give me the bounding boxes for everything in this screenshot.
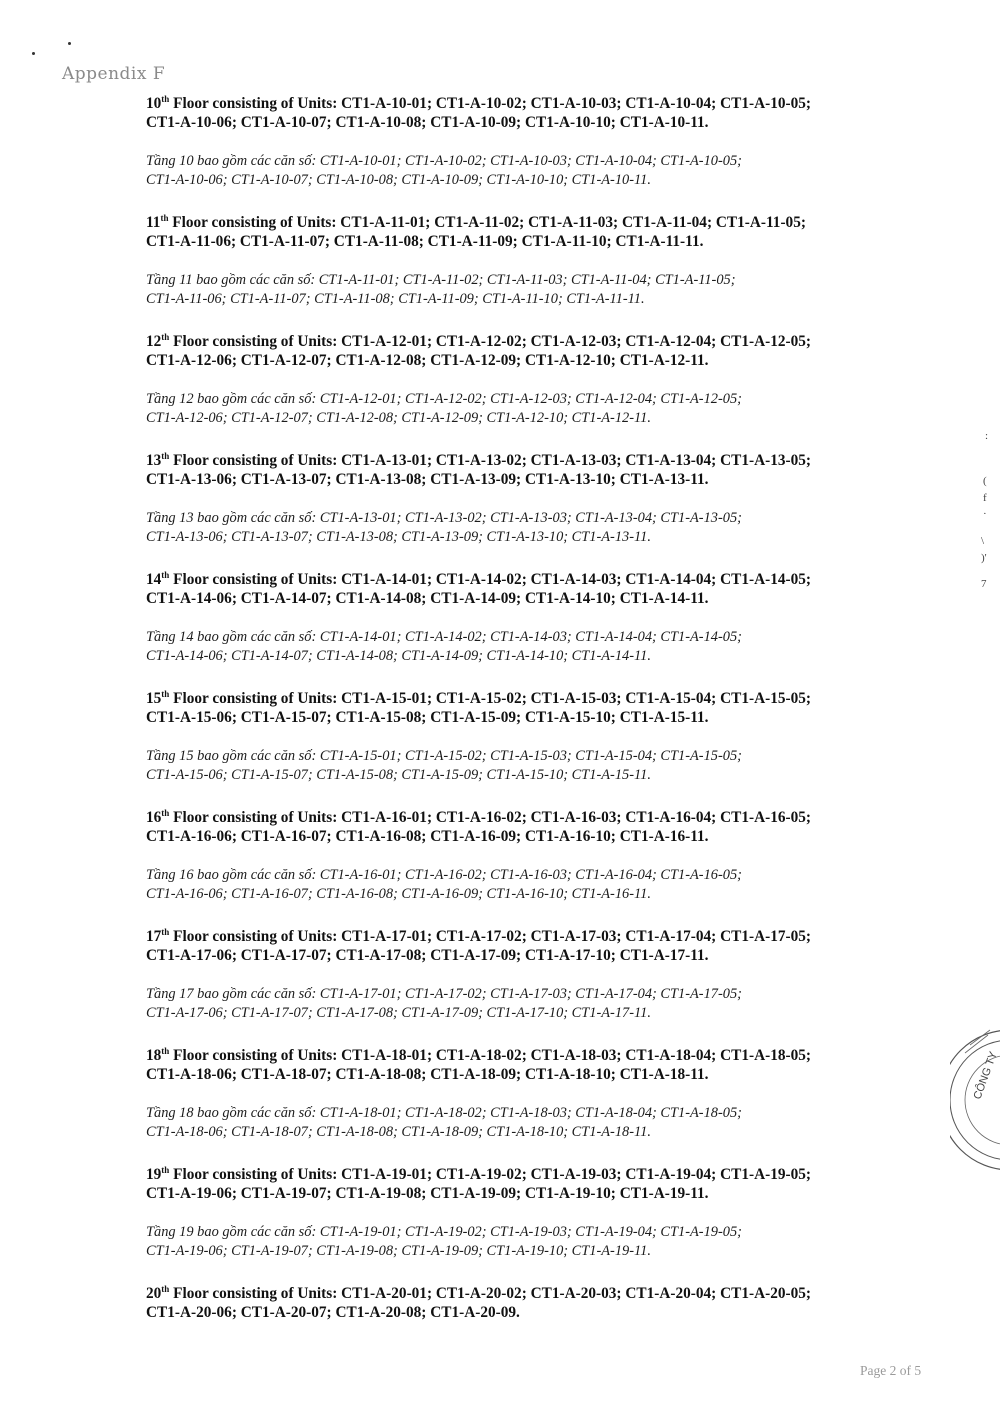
floor-label: Floor consisting of Units: [169,1047,338,1064]
block-spacer [146,666,886,689]
scan-speck [68,42,71,45]
block-spacer [146,547,886,570]
block-spacer [146,904,886,927]
floor-units-english [146,570,886,608]
vi-line-2: CT1-A-17-06; CT1-A-17-07; CT1-A-17-08; CT1-A-17-09; CT1-A-17-10; CT1-A-17-11. [146,1005,651,1021]
floor-number: 12 [146,333,162,350]
units-line-1: CT1-A-19-01; CT1-A-19-02; CT1-A-19-03; CT1-A-19-04; CT1-A-19-05; [337,1166,812,1183]
ordinal-suffix: th [161,570,170,580]
vi-line-1: Tầng 11 bao gồm các căn số: CT1-A-11-01; CT1-A-11-02; CT1-A-11-03; CT1-A-11-04; CT1-A-11-05; [146,272,736,288]
floor-number: 18 [146,1047,162,1064]
floor-label: Floor consisting of Units: [169,809,338,826]
units-line-1: CT1-A-18-01; CT1-A-18-02; CT1-A-18-03; CT1-A-18-04; CT1-A-18-05; [337,1047,812,1064]
floor-list [146,94,886,1322]
floor-number: 13 [146,452,162,469]
vi-line-1: Tầng 10 bao gồm các căn số: CT1-A-10-01; CT1-A-10-02; CT1-A-10-03; CT1-A-10-04; CT1-A-10-05; [146,153,742,169]
floor-units-english [146,1165,886,1203]
vi-line-1: Tầng 19 bao gồm các căn số: CT1-A-19-01; CT1-A-19-02; CT1-A-19-03; CT1-A-19-04; CT1-A-19-05; [146,1224,742,1240]
floor-block [146,1046,886,1142]
units-line-1: CT1-A-14-01; CT1-A-14-02; CT1-A-14-03; CT1-A-14-04; CT1-A-14-05; [337,571,812,588]
floor-block [146,689,886,785]
floor-label: Floor consisting of Units: [169,452,338,469]
floor-units-vietnamese [146,985,886,1023]
floor-number: 15 [146,690,162,707]
floor-number: 14 [146,571,162,588]
floor-block [146,94,886,190]
floor-number: 16 [146,809,162,826]
floor-block [146,332,886,428]
units-line-2: CT1-A-18-06; CT1-A-18-07; CT1-A-18-08; CT1-A-18-09; CT1-A-18-10; CT1-A-18-11. [146,1066,709,1083]
vi-line-1: Tầng 17 bao gồm các căn số: CT1-A-17-01; CT1-A-17-02; CT1-A-17-03; CT1-A-17-04; CT1-A-17-05; [146,986,742,1002]
floor-number: 17 [146,928,162,945]
floor-number: 19 [146,1166,162,1183]
floor-units-vietnamese [146,1223,886,1261]
floor-number: 10 [146,95,162,112]
document-page: Appendix F 10th Floor consisting of Units: CT1-A-10-01; CT1-A-10-02; CT1-A-10-03; CT1-A-10-04; CT1-A-10-05; CT1-A-10-06; CT1-A-10-07; CT1-A-10-08; CT1-A-10-09; CT1-A-10-10; CT1-A-10-11. Tầng 10 bao gồm các căn số: CT1-A-10-01; CT1-A-10-02; CT1-A-10-03; CT1-A-10-04; CT1-A-10-05; CT1-A-10-06; CT1-A-10-07; CT1-A-10-08; CT1-A-10-09; CT1-A-10-10; CT1-A-10-11. 11th Floor consisting of Units: CT1-A-11-01; CT1-A-11-02; CT1-A-11-03; CT1-A-11-04; CT1-A-11-05; CT1-A-11-06; CT1-A-11-07; CT1-A-11-08; CT1-A-11-09; CT1-A-11-10; CT1-A-11-11. Tầng 11 bao gồm các căn số: CT1-A-11-01; CT1-A-11-02; CT1-A-11-03; CT1-A-11-04; CT1-A-11-05; CT1-A-11-06; CT1-A-11-07; CT1-A-11-08; CT1-A-11-09; CT1-A-11-10; CT1-A-11-11. 12th Floor consisting of Units: CT1-A-12-01; CT1-A-12-02; CT1-A-12-03; CT1-A-12-04; CT1-A-12-05; CT1-A-12-06; CT1-A-12-07; CT1-A-12-08; CT1-A-12-09; CT1-A-12-10; CT1-A-12-11. Tầng 12 bao gồm các căn số: CT1-A-12-01; CT1-A-12-02; CT1-A-12-03; CT1-A-12-04; CT1-A-12-05; CT1-A-12-06; CT1-A-12-07; CT1-A-12-08; CT1-A-12-09; CT1-A-12-10; CT1-A-12-11. 13th Floor consisting of Units: CT1-A-13-01; CT1-A-13-02; CT1-A-13-03; CT1-A-13-04; CT1-A-13-05; CT1-A-13-06; CT1-A-13-07; CT1-A-13-08; CT1-A-13-09; CT1-A-13-10; CT1-A-13-11. Tầng 13 bao gồm các căn số: CT1-A-13-01; CT1-A-13-02; CT1-A-13-03; CT1-A-13-04; CT1-A-13-05; CT1-A-13-06; CT1-A-13-07; CT1-A-13-08; CT1-A-13-09; CT1-A-13-10; CT1-A-13-11. 14th Floor consisting of Units: CT1-A-14-01; CT1-A-14-02; CT1-A-14-03; CT1-A-14-04; CT1-A-14-05; CT1-A-14-06; CT1-A-14-07; CT1-A-14-08; CT1-A-14-09; CT1-A-14-10; CT1-A-14-11. Tầng 14 bao gồm các căn số: CT1-A-14-01; CT1-A-14-02; CT1-A-14-03; CT1-A-14-04; CT1-A-14-05; CT1-A-14-06; CT1-A-14-07; CT1-A-14-08; CT1-A-14-09; CT1-A-14-10; CT1-A-14-11. 15th Floor consisting of Units: CT1-A-15-01; CT1-A-15-02; CT1-A-15-03; CT1-A-15-04; CT1-A-15-05; CT1-A-15-06; CT1-A-15-07; CT1-A-15-08; CT1-A-15-09; CT1-A-15-10; CT1-A-15-11. Tầng 15 bao gồm các căn số: CT1-A-15-01; CT1-A-15-02; CT1-A-15-03; CT1-A-15-04; CT1-A-15-05; CT1-A-15-06; CT1-A-15-07; CT1-A-15-08; CT1-A-15-09; CT1-A-15-10; CT1-A-15-11. 16th Floor consisting of Units: CT1-A-16-01; CT1-A-16-02; CT1-A-16-03; CT1-A-16-04; CT1-A-16-05; CT1-A-16-06; CT1-A-16-07; CT1-A-16-08; CT1-A-16-09; CT1-A-16-10; CT1-A-16-11. Tầng 16 bao gồm các căn số: CT1-A-16-01; CT1-A-16-02; CT1-A-16-03; CT1-A-16-04; CT1-A-16-05; CT1-A-16-06; CT1-A-16-07; CT1-A-16-08; CT1-A-16-09; CT1-A-16-10; CT1-A-16-11. 17th Floor consisting of Units: CT1-A-17-01; CT1-A-17-02; CT1-A-17-03; CT1-A-17-04; CT1-A-17-05; CT1-A-17-06; CT1-A-17-07; CT1-A-17-08; CT1-A-17-09; CT1-A-17-10; CT1-A-17-11. Tầng 17 bao gồm các căn số: CT1-A-17-01; CT1-A-17-02; CT1-A-17-03; CT1-A-17-04; CT1-A-17-05; CT1-A-17-06; CT1-A-17-07; CT1-A-17-08; CT1-A-17-09; CT1-A-17-10; CT1-A-17-11. 18th Floor consisting of Units: CT1-A-18-01; CT1-A-18-02; CT1-A-18-03; CT1-A-18-04; CT1-A-18-05; CT1-A-18-06; CT1-A-18-07; CT1-A-18-08; CT1-A-18-09; CT1-A-18-10; CT1-A-18-11. Tầng 18 bao gồm các căn số: CT1-A-18-01; CT1-A-18-02; CT1-A-18-03; CT1-A-18-04; CT1-A-18-05; CT1-A-18-06; CT1-A-18-07; CT1-A-18-08; CT1-A-18-09; CT1-A-18-10; CT1-A-18-11. 19th Floor consisting of Units: CT1-A-19-01; CT1-A-19-02; CT1-A-19-03; CT1-A-19-04; CT1-A-19-05; CT1-A-19-06; CT1-A-19-07; CT1-A-19-08; CT1-A-19-09; CT1-A-19-10; CT1-A-19-11. Tầng 19 bao gồm các căn số: CT1-A-19-01; CT1-A-19-02; CT1-A-19-03; CT1-A-19-04; CT1-A-19-05; CT1-A-19-06; CT1-A-19-07; CT1-A-19-08; CT1-A-19-09; CT1-A-19-10; CT1-A-19-11. 20th Floor consisting of Units: CT1-A-20-01; CT1-A-20-02; CT1-A-20-03; CT1-A-20-04; CT1-A-20-05; CT1-A-20-06; CT1-A-20-07; CT1-A-20-08; CT1-A-20-09. : ( f · \ )' 7 CÔNG TY Page 2 of 5 [0,0,1000,1413]
vi-line-1: Tầng 14 bao gồm các căn số: CT1-A-14-01; CT1-A-14-02; CT1-A-14-03; CT1-A-14-04; CT1-A-14-05; [146,629,742,645]
floor-block [146,1165,886,1261]
ordinal-suffix: th [161,451,170,461]
floor-units-vietnamese [146,390,886,428]
vi-line-2: CT1-A-14-06; CT1-A-14-07; CT1-A-14-08; CT1-A-14-09; CT1-A-14-10; CT1-A-14-11. [146,648,651,664]
floor-units-vietnamese [146,628,886,666]
units-line-2: CT1-A-11-06; CT1-A-11-07; CT1-A-11-08; CT1-A-11-09; CT1-A-11-10; CT1-A-11-11. [146,233,704,250]
floor-units-english [146,451,886,489]
units-line-1: CT1-A-16-01; CT1-A-16-02; CT1-A-16-03; CT1-A-16-04; CT1-A-16-05; [337,809,812,826]
floor-block [146,1284,886,1322]
vi-line-2: CT1-A-19-06; CT1-A-19-07; CT1-A-19-08; CT1-A-19-09; CT1-A-19-10; CT1-A-19-11. [146,1243,651,1259]
scan-speck [32,52,35,55]
floor-units-vietnamese [146,1104,886,1142]
units-line-1: CT1-A-17-01; CT1-A-17-02; CT1-A-17-03; CT1-A-17-04; CT1-A-17-05; [337,928,812,945]
floor-units-vietnamese [146,509,886,547]
block-spacer [146,1142,886,1165]
ordinal-suffix: th [161,332,170,342]
vi-line-2: CT1-A-11-06; CT1-A-11-07; CT1-A-11-08; CT1-A-11-09; CT1-A-11-10; CT1-A-11-11. [146,291,645,307]
page-number: Page 2 of 5 [860,1363,922,1378]
units-line-2: CT1-A-19-06; CT1-A-19-07; CT1-A-19-08; CT1-A-19-09; CT1-A-19-10; CT1-A-19-11. [146,1185,709,1202]
units-line-2: CT1-A-17-06; CT1-A-17-07; CT1-A-17-08; CT1-A-17-09; CT1-A-17-10; CT1-A-17-11. [146,947,709,964]
floor-number: 20 [146,1285,162,1302]
floor-number: 11 [146,214,161,231]
vi-line-2: CT1-A-18-06; CT1-A-18-07; CT1-A-18-08; CT1-A-18-09; CT1-A-18-10; CT1-A-18-11. [146,1124,651,1140]
ordinal-suffix: th [161,1046,170,1056]
units-line-1: CT1-A-11-01; CT1-A-11-02; CT1-A-11-03; CT1-A-11-04; CT1-A-11-05; [336,214,806,231]
floor-label: Floor consisting of Units: [169,333,338,350]
floor-units-english [146,1046,886,1084]
units-line-2: CT1-A-16-06; CT1-A-16-07; CT1-A-16-08; CT1-A-16-09; CT1-A-16-10; CT1-A-16-11. [146,828,709,845]
block-spacer [146,428,886,451]
company-seal [950,1025,1000,1175]
floor-label: Floor consisting of Units: [169,690,338,707]
vi-line-2: CT1-A-13-06; CT1-A-13-07; CT1-A-13-08; CT1-A-13-09; CT1-A-13-10; CT1-A-13-11. [146,529,651,545]
floor-units-english [146,1284,886,1322]
units-line-1: CT1-A-15-01; CT1-A-15-02; CT1-A-15-03; CT1-A-15-04; CT1-A-15-05; [337,690,812,707]
units-line-2: CT1-A-15-06; CT1-A-15-07; CT1-A-15-08; CT1-A-15-09; CT1-A-15-10; CT1-A-15-11. [146,709,709,726]
units-line-1: CT1-A-20-01; CT1-A-20-02; CT1-A-20-03; CT1-A-20-04; CT1-A-20-05; [337,1285,812,1302]
vi-line-2: CT1-A-10-06; CT1-A-10-07; CT1-A-10-08; CT1-A-10-09; CT1-A-10-10; CT1-A-10-11. [146,172,651,188]
block-spacer [146,190,886,213]
floor-label: Floor consisting of Units: [169,1166,338,1183]
floor-units-english [146,927,886,965]
block-spacer [146,309,886,332]
units-line-1: CT1-A-10-01; CT1-A-10-02; CT1-A-10-03; CT1-A-10-04; CT1-A-10-05; [337,95,812,112]
ordinal-suffix: th [161,808,170,818]
floor-block [146,213,886,309]
floor-units-vietnamese [146,271,886,309]
units-line-2: CT1-A-20-06; CT1-A-20-07; CT1-A-20-08; CT1-A-20-09. [146,1304,520,1321]
vi-line-1: Tầng 13 bao gồm các căn số: CT1-A-13-01; CT1-A-13-02; CT1-A-13-03; CT1-A-13-04; CT1-A-13-05; [146,510,742,526]
floor-units-english [146,332,886,370]
ordinal-suffix: th [161,94,170,104]
floor-label: Floor consisting of Units: [169,928,338,945]
floor-block [146,570,886,666]
units-line-2: CT1-A-14-06; CT1-A-14-07; CT1-A-14-08; CT1-A-14-09; CT1-A-14-10; CT1-A-14-11. [146,590,709,607]
ordinal-suffix: th [160,213,169,223]
appendix-header: Appendix F [62,64,166,84]
vi-line-2: CT1-A-16-06; CT1-A-16-07; CT1-A-16-08; CT1-A-16-09; CT1-A-16-10; CT1-A-16-11. [146,886,651,902]
vi-line-1: Tầng 18 bao gồm các căn số: CT1-A-18-01; CT1-A-18-02; CT1-A-18-03; CT1-A-18-04; CT1-A-18-05; [146,1105,742,1121]
vi-line-2: CT1-A-12-06; CT1-A-12-07; CT1-A-12-08; CT1-A-12-09; CT1-A-12-10; CT1-A-12-11. [146,410,651,426]
units-line-2: CT1-A-12-06; CT1-A-12-07; CT1-A-12-08; CT1-A-12-09; CT1-A-12-10; CT1-A-12-11. [146,352,709,369]
vi-line-1: Tầng 12 bao gồm các căn số: CT1-A-12-01; CT1-A-12-02; CT1-A-12-03; CT1-A-12-04; CT1-A-12-05; [146,391,742,407]
block-spacer [146,1023,886,1046]
floor-units-english [146,808,886,846]
floor-units-vietnamese [146,152,886,190]
units-line-1: CT1-A-13-01; CT1-A-13-02; CT1-A-13-03; CT1-A-13-04; CT1-A-13-05; [337,452,812,469]
floor-label: Floor consisting of Units: [169,571,338,588]
floor-units-vietnamese [146,866,886,904]
block-spacer [146,1261,886,1284]
units-line-2: CT1-A-13-06; CT1-A-13-07; CT1-A-13-08; CT1-A-13-09; CT1-A-13-10; CT1-A-13-11. [146,471,709,488]
floor-block [146,927,886,1023]
ordinal-suffix: th [161,1284,170,1294]
block-spacer [146,785,886,808]
ordinal-suffix: th [161,927,170,937]
floor-block [146,451,886,547]
floor-units-vietnamese [146,747,886,785]
floor-label: Floor consisting of Units: [169,95,338,112]
floor-units-english [146,213,886,251]
ordinal-suffix: th [161,1165,170,1175]
ordinal-suffix: th [161,689,170,699]
floor-units-english [146,94,886,132]
floor-units-english [146,689,886,727]
seal-text: CÔNG TY [971,1050,1000,1102]
floor-label: Floor consisting of Units: [168,214,337,231]
vi-line-2: CT1-A-15-06; CT1-A-15-07; CT1-A-15-08; CT1-A-15-09; CT1-A-15-10; CT1-A-15-11. [146,767,651,783]
units-line-1: CT1-A-12-01; CT1-A-12-02; CT1-A-12-03; CT1-A-12-04; CT1-A-12-05; [337,333,812,350]
vi-line-1: Tầng 16 bao gồm các căn số: CT1-A-16-01; CT1-A-16-02; CT1-A-16-03; CT1-A-16-04; CT1-A-16-05; [146,867,742,883]
units-line-2: CT1-A-10-06; CT1-A-10-07; CT1-A-10-08; CT1-A-10-09; CT1-A-10-10; CT1-A-10-11. [146,114,709,131]
vi-line-1: Tầng 15 bao gồm các căn số: CT1-A-15-01; CT1-A-15-02; CT1-A-15-03; CT1-A-15-04; CT1-A-15-05; [146,748,742,764]
floor-label: Floor consisting of Units: [169,1285,338,1302]
floor-block [146,808,886,904]
